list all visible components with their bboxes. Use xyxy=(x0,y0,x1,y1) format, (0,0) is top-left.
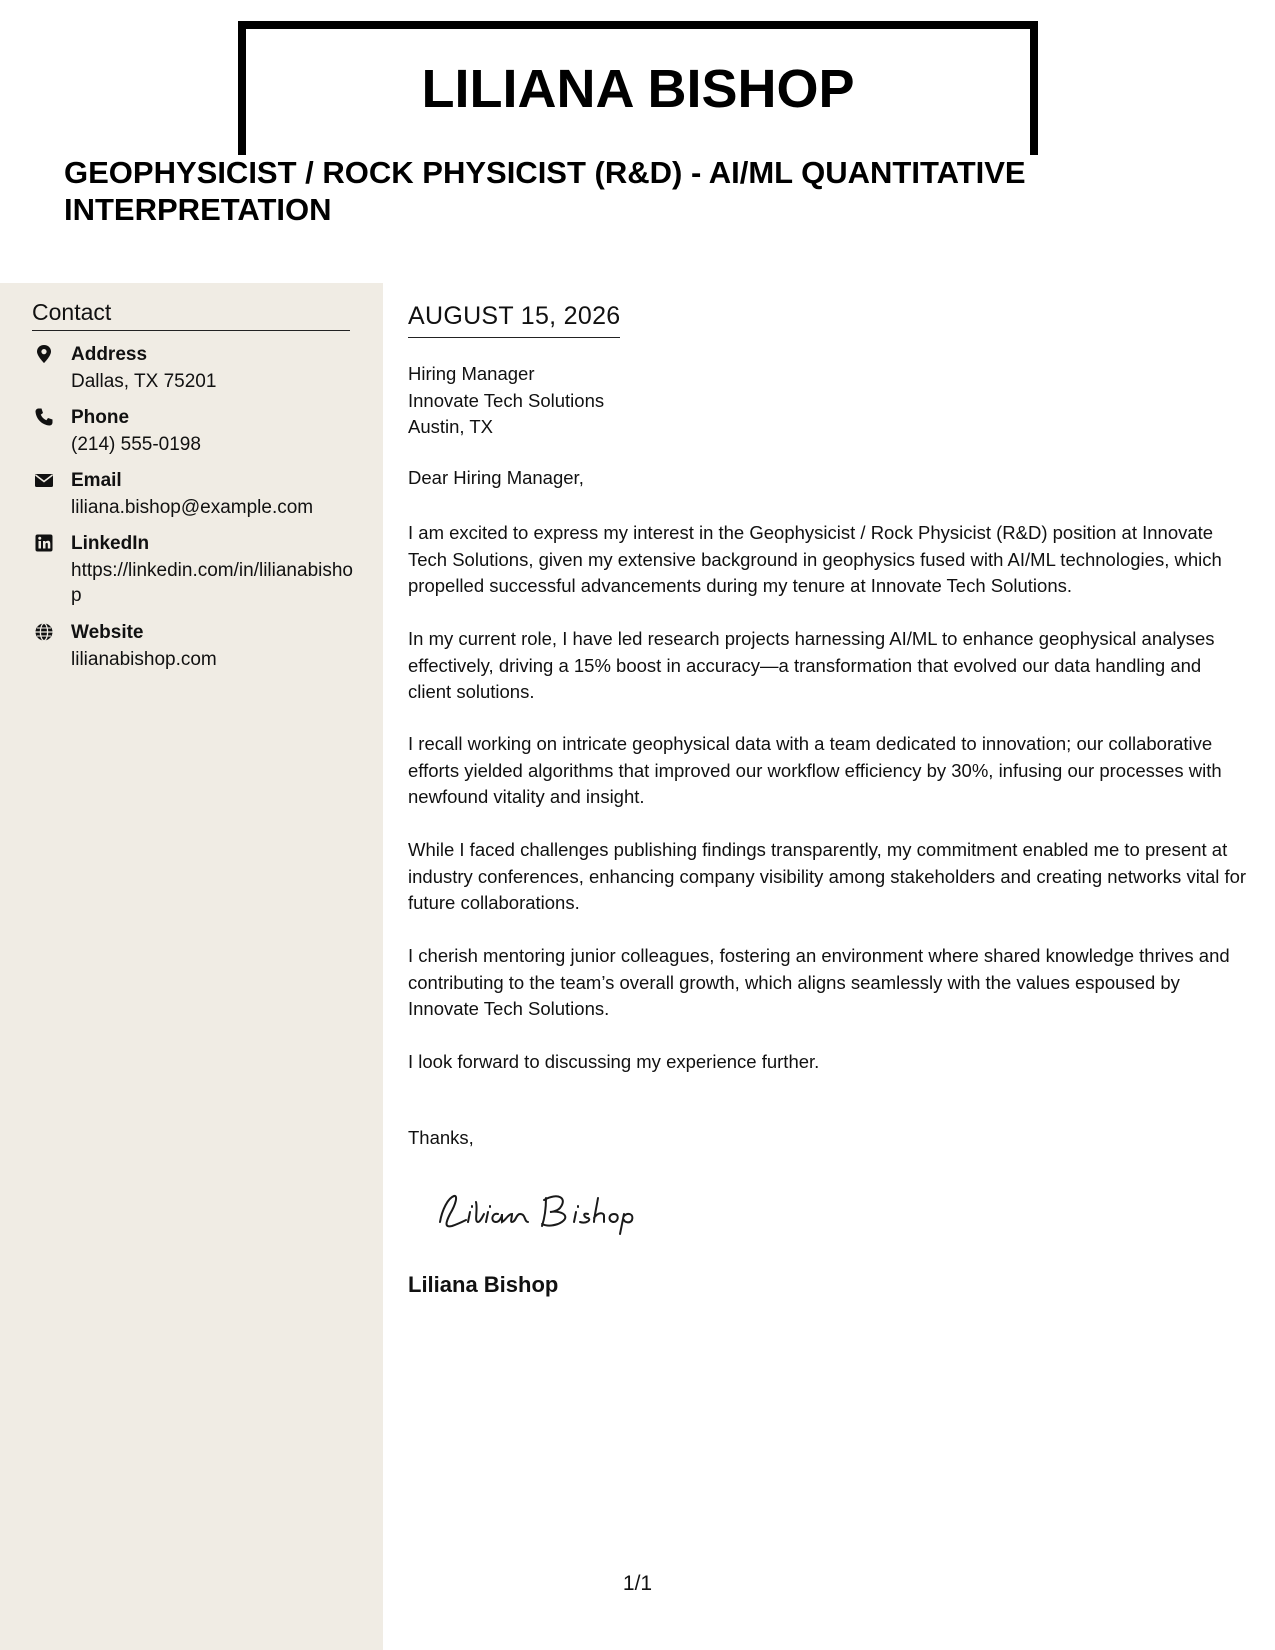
contact-sidebar xyxy=(0,283,383,1650)
recipient-line: Hiring Manager xyxy=(408,363,535,384)
contact-label: Phone xyxy=(71,407,130,428)
job-title: GEOPHYSICIST / ROCK PHYSICIST (R&D) - AI/ML QUANTITATIVE INTERPRETATION xyxy=(64,155,1026,227)
salutation: Dear Hiring Manager, xyxy=(408,467,584,488)
map-pin-icon xyxy=(34,344,54,364)
contact-label: LinkedIn xyxy=(71,533,150,554)
body-paragraph: While I faced challenges publishing findings transparently, my commitment enabled me to present at industry conferences, enhancing company visibility among stakeholders and creating networks vital for future collaborations. xyxy=(408,839,1247,913)
contact-label: Address xyxy=(71,344,148,365)
recipient-line: Austin, TX xyxy=(408,416,494,437)
linkedin-icon xyxy=(34,533,54,553)
body-paragraph: In my current role, I have led research projects harnessing AI/ML to enhance geophysical analyses effectively, driving a 15% boost in accuracy—a transformation that evolved our data handling and client solutions. xyxy=(408,628,1215,702)
signed-name: Liliana Bishop xyxy=(408,1272,559,1297)
contact-value: liliana.bishop@example.com xyxy=(71,497,314,518)
contact-value[interactable]: lilianabishop.com xyxy=(71,649,217,670)
contact-value[interactable]: https://linkedin.com/in/lilianabishop xyxy=(71,560,353,606)
body-paragraph: I am excited to express my interest in the Geophysicist / Rock Physicist (R&D) position at Innovate Tech Solutions, given my extensive background in geophysics fused with AI/ML technologies, which propelled successful advancements during my tenure at Innovate Tech Solutions. xyxy=(408,522,1222,596)
recipient-line: Innovate Tech Solutions xyxy=(408,389,605,411)
body-paragraph: I recall working on intricate geophysical data with a team dedicated to innovation; our collaborative efforts yielded algorithms that improved our workflow efficiency by 30%, infusing our processes with newfound vitality and insight. xyxy=(408,733,1222,807)
contact-value: Dallas, TX 75201 xyxy=(71,371,217,392)
phone-icon xyxy=(34,407,54,427)
closing: Thanks, xyxy=(408,1127,474,1148)
contact-value: (214) 555-0198 xyxy=(71,434,201,455)
letter-date: AUGUST 15, 2026 xyxy=(408,302,620,338)
globe-icon xyxy=(34,622,54,642)
contact-label: Email xyxy=(71,470,122,491)
contact-heading: Contact xyxy=(32,299,350,331)
envelope-icon xyxy=(34,470,54,490)
contact-label: Website xyxy=(71,622,144,643)
recipient-block xyxy=(408,361,604,441)
body-paragraph: I look forward to discussing my experience further. xyxy=(408,1051,820,1072)
signature xyxy=(428,1182,668,1242)
body-paragraph: I cherish mentoring junior colleagues, fostering an environment where shared knowledge thrives and contributing to the team’s overall growth, which aligns seamlessly with the values espoused by Innovate Tech Solutions. xyxy=(408,945,1230,1019)
page-number: 1/1 xyxy=(622,1572,653,1595)
applicant-name: LILIANA BISHOP xyxy=(421,59,855,119)
